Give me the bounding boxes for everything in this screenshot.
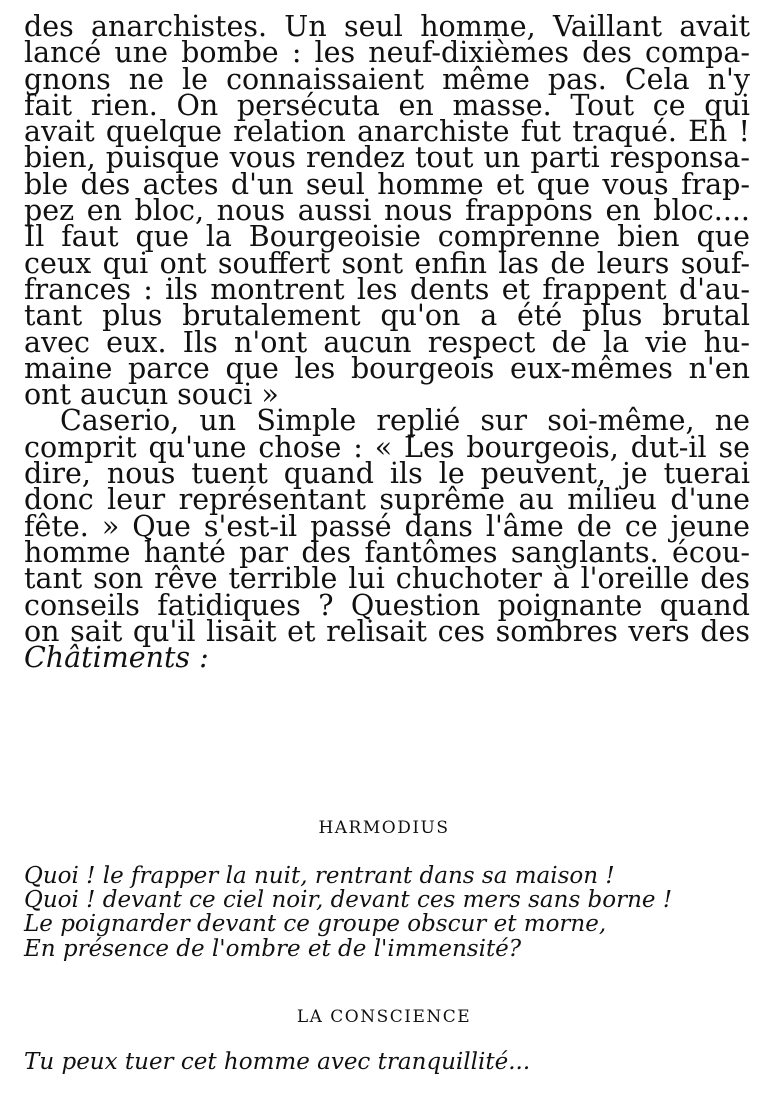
- text-line: conseils fatidiques ? Question poignante quand: [24, 588, 750, 622]
- text-line: comprit qu'une chose : « Les bourgeois, dut-il se: [24, 430, 750, 464]
- verse-block: [24, 864, 764, 961]
- text-line: fête. » Que s'est-il passé dans l'âme de ce jeune: [24, 509, 750, 543]
- text-line: maine parce que les bourgeois eux-mêmes n'en: [24, 351, 750, 385]
- text-line: ceux qui ont souffert sont enfin las de leurs souf-: [24, 246, 750, 280]
- text-line: des anarchistes. Un seul homme, Vaillant avait: [24, 10, 750, 43]
- text-line: dire, nous tuent quand ils le peuvent, je tuerai: [24, 457, 750, 491]
- section-title: HARMODIUS: [318, 818, 450, 838]
- text-line: tant son rêve terrible lui chuchoter à l'oreille des: [24, 562, 750, 596]
- verse-block: [24, 1050, 764, 1074]
- text-line: ble des actes d'un seul homme et que vous frap-: [24, 167, 750, 201]
- text-line: homme hanté par des fantômes sanglants. écou-: [24, 535, 750, 569]
- verse-line: Le poignarder devant ce groupe obscur et morne,: [24, 911, 607, 938]
- text-line: tant plus brutalement qu'on a été plus brutal: [24, 299, 750, 333]
- text-line: fait rien. On persécuta en masse. Tout ce qui: [24, 88, 750, 122]
- text-line: avec eux. Ils n'ont aucun respect de la vie hu-: [24, 325, 750, 359]
- text-line: frances : ils montrent les dents et frappent d'au-: [24, 272, 750, 306]
- text-line: lancé une bombe : les neuf-dixièmes des compa-: [24, 36, 750, 70]
- text-line: donc leur représentant suprême au milieu d'une: [24, 483, 750, 517]
- verse-line: En présence de l'ombre et de l'immensité?: [24, 935, 522, 962]
- text-line: pez en bloc, nous aussi nous frappons en bloc....: [24, 194, 750, 228]
- text-line: on sait qu'il lisait et relisait ces sombres vers des: [24, 614, 750, 648]
- prose-body: [24, 10, 750, 675]
- text-line: bien, puisque vous rendez tout un parti responsa-: [24, 141, 750, 175]
- text-line: gnons ne le connaissaient même pas. Cela n'y: [24, 62, 750, 96]
- verse-line: Tu peux tuer cet homme avec tranquillité...: [24, 1049, 531, 1075]
- text-line: avait quelque relation anarchiste fut traqué. Eh !: [24, 115, 750, 149]
- section-title: LA CONSCIENCE: [296, 1007, 472, 1027]
- text-line: Caserio, un Simple replié sur soi-même, ne: [60, 404, 750, 438]
- text-line: ont aucun souci »: [24, 378, 279, 412]
- text-line: Il faut que la Bourgeoisie comprenne bien que: [24, 220, 750, 254]
- verse-line: Quoi ! devant ce ciel noir, devant ces mers sans borne !: [24, 887, 673, 914]
- verse-line: Quoi ! le frapper la nuit, rentrant dans sa maison !: [24, 863, 615, 889]
- text-line: Châtiments :: [24, 641, 209, 675]
